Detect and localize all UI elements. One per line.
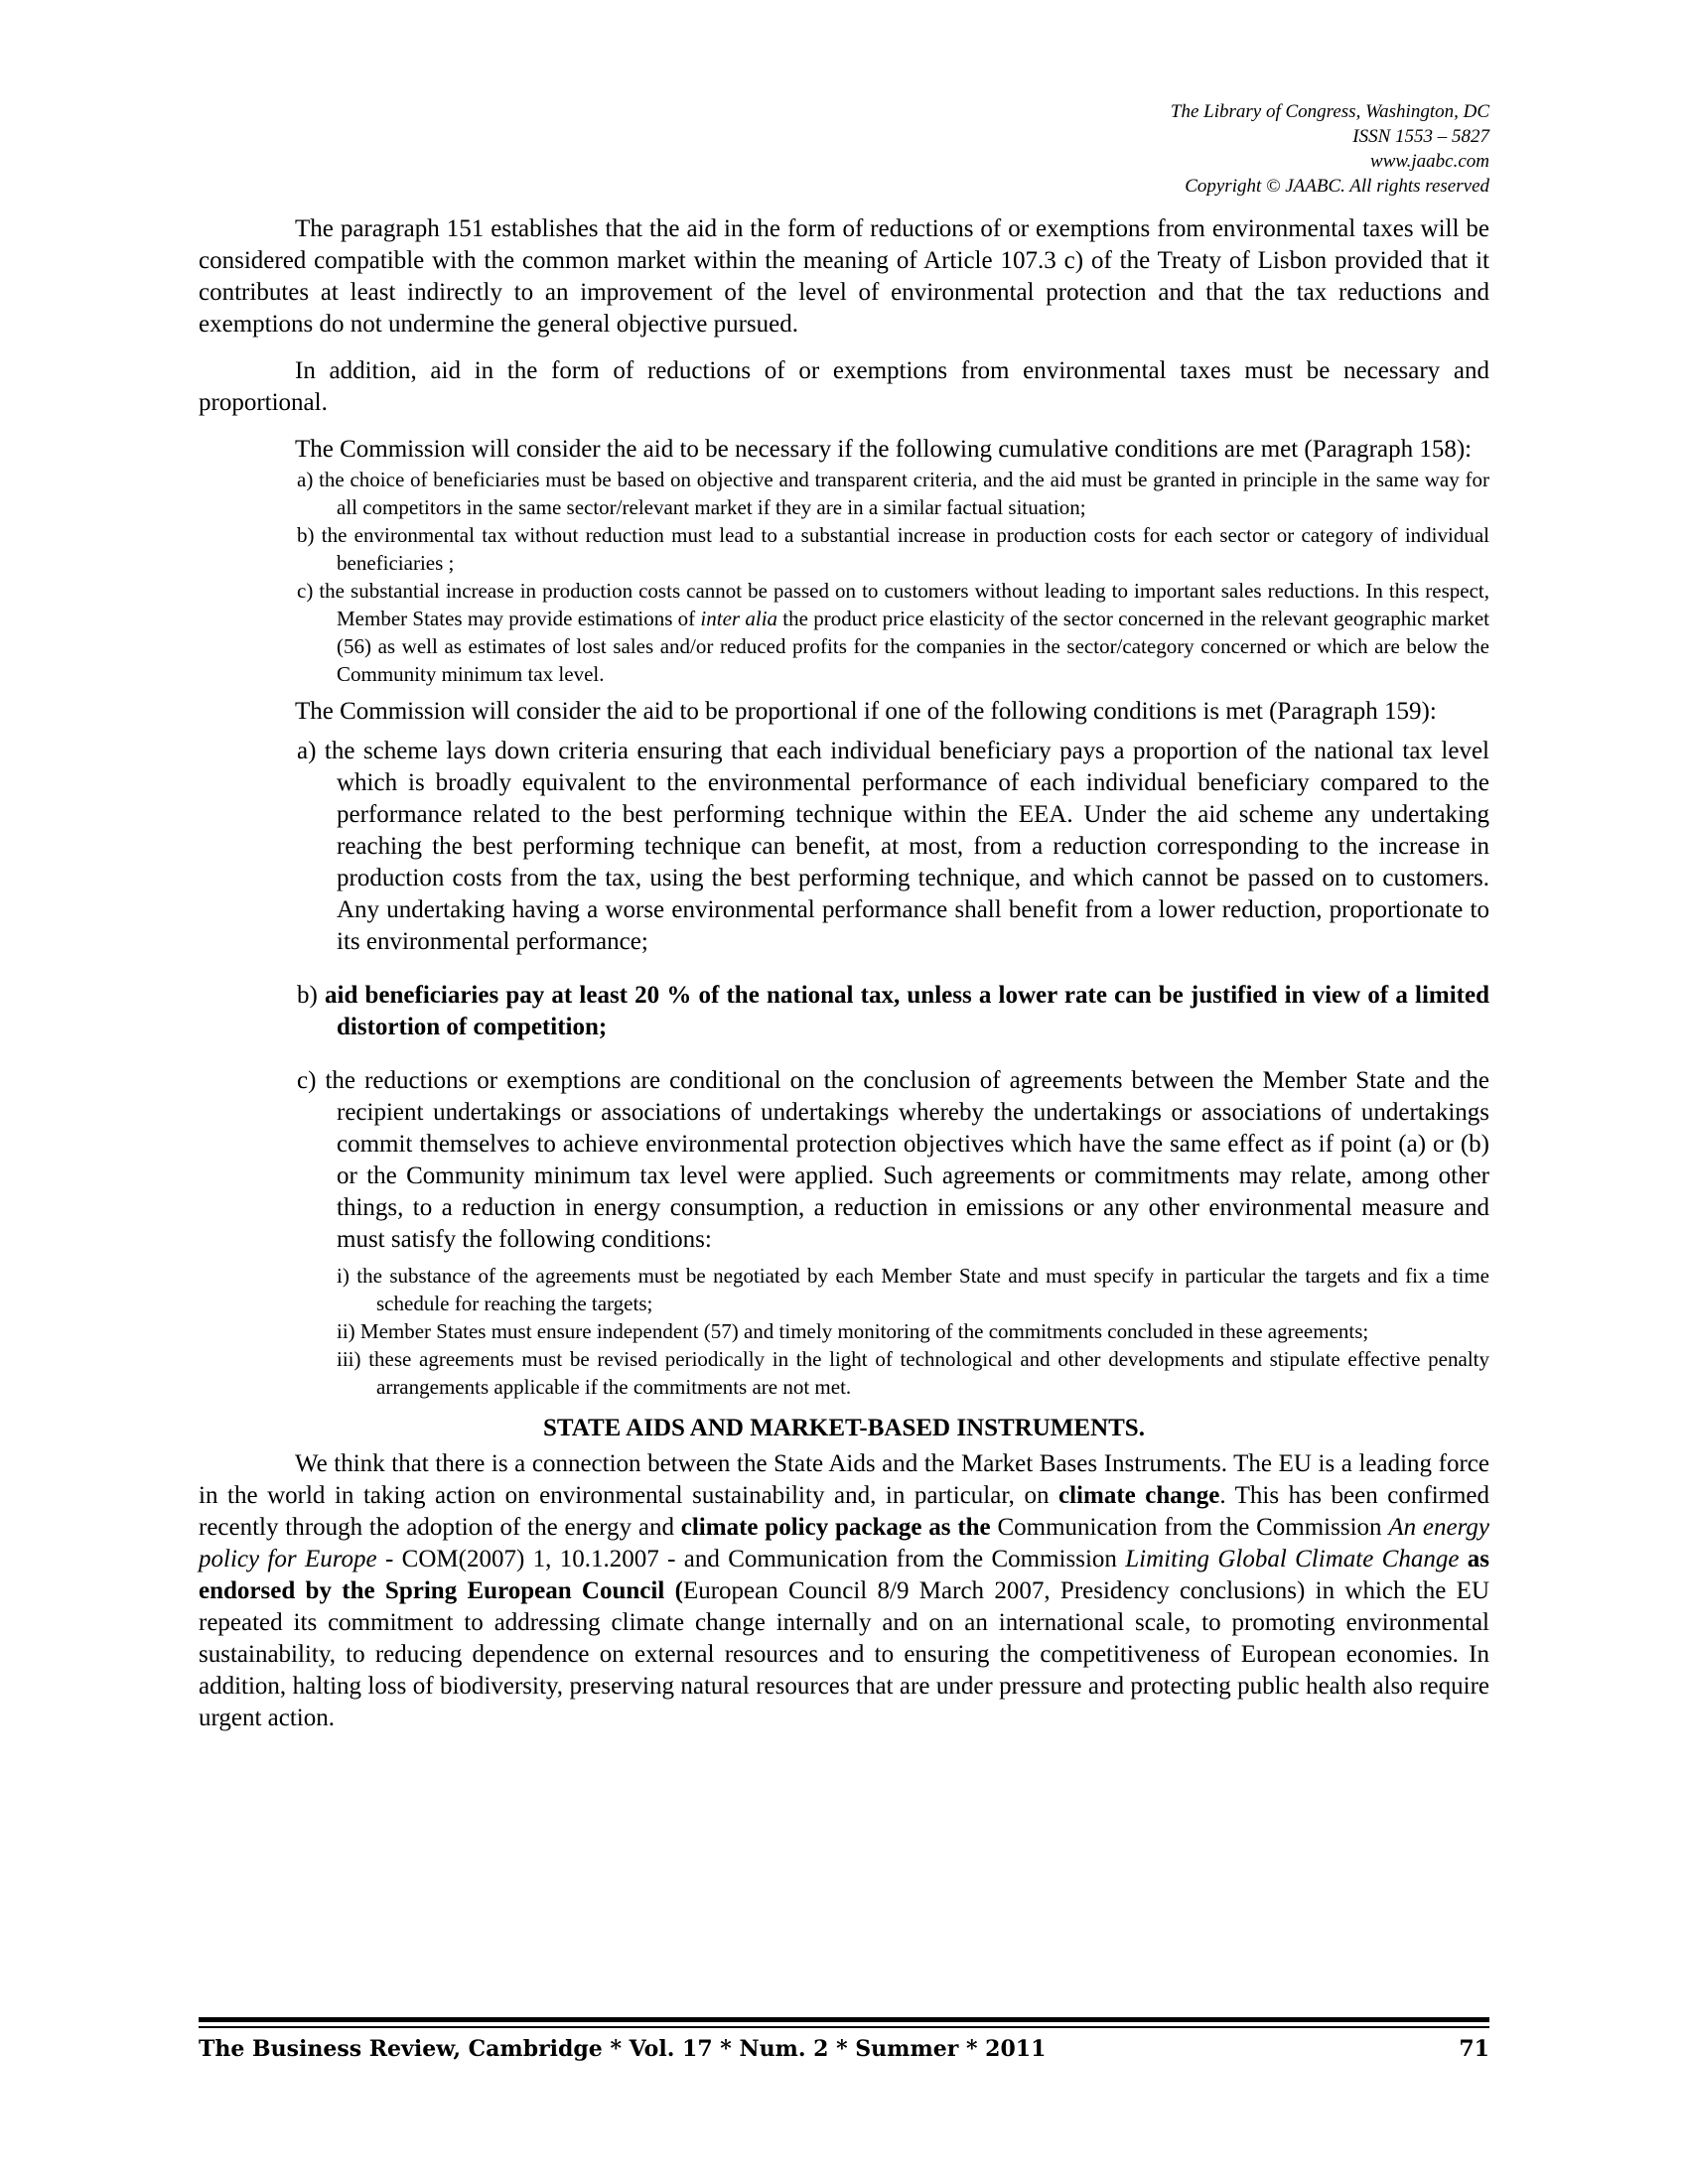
paragraph-necessary-proportional: In addition, aid in the form of reductions of or exemptions from environmental taxes must be necessary and proportional. [199, 357, 1489, 416]
paragraph-151: The paragraph 151 establishes that the aid in the form of reductions of or exemptions from environmental taxes will be considered compatible with the common market within the meaning of Article 107.3 c) of the Treaty of Lisbon provided that it contributes at least indirectly to an improvement of the level of environmental protection and that the tax reductions and exemptions do not undermine the general objective pursued. [199, 215, 1489, 338]
text-run: We think that there is a connection between the State Aids and the Market Bases Instruments. The EU is a leading force in the world in taking action on environmental sustainability and, in particular, on [199, 1450, 1489, 1509]
page-number: 71 [1459, 2036, 1489, 2062]
footer-rule [199, 2017, 1489, 2022]
necessary-conditions-list [199, 466, 1489, 688]
list-item-text: c) the substantial increase in production costs cannot be passed on to customers without leading to important sales reductions. In this respect, Member States may provide estimations of [297, 579, 1489, 630]
header-library: The Library of Congress, Washington, DC [1170, 101, 1489, 122]
text-run [1459, 1546, 1467, 1572]
header-website: www.jaabc.com [1370, 151, 1489, 172]
paragraph-158-intro: The Commission will consider the aid to be necessary if the following cumulative conditions are met (Paragraph 158): [295, 436, 1473, 463]
list-item-text: the product price elasticity of the sector concerned in the relevant geographic market (56) as well as estimates of lost sales and/or reduced profits for the companies in the sector/category concerned or which are below the Community minimum tax level. [337, 607, 1489, 686]
header-copyright: Copyright © JAABC. All rights reserved [1185, 176, 1489, 197]
list-item-label: b) [297, 982, 325, 1009]
italic-run: Limiting Global Climate Change [1125, 1546, 1460, 1572]
header-issn: ISSN 1553 – 5827 [1352, 126, 1489, 147]
text-run: - COM(2007) 1, 10.1.2007 - and Communication from the Commission [376, 1546, 1126, 1572]
paragraph-market-instruments [199, 1448, 1489, 1734]
list-item: c) the reductions or exemptions are conditional on the conclusion of agreements between the Member State and the recipient undertakings or associations of undertakings whereby the undertakings or associations of undertakings commit themselves to achieve environmental protection objectives which have the same effect as if point (a) or (b) or the Community minimum tax level were applied. Such agreements or commitments may relate, among other things, to a reduction in energy consumption, a reduction in emissions or any other environmental measure and must satisfy the following conditions: [297, 1067, 1489, 1253]
list-item [297, 980, 1490, 1043]
list-item: b) the environmental tax without reduction must lead to a substantial increase in production costs for each sector or category of individual beneficiaries ; [297, 523, 1489, 575]
text-run: Communication from the Commission [990, 1514, 1389, 1541]
emphasis-inter-alia: inter alia [700, 607, 778, 630]
footer-rule-thin [199, 2026, 1489, 2028]
list-item: ii) Member States must ensure independent (57) and timely monitoring of the commitments concluded in these agreements; [337, 1319, 1369, 1343]
list-item: a) the choice of beneficiaries must be based on objective and transparent criteria, and the aid must be granted in principle in the same way for all competitors in the same sector/relevant market if they are in a similar factual situation; [297, 468, 1489, 519]
text-run: . This has been confirmed recently through the adoption of the energy and [199, 1482, 1490, 1541]
footer-journal-info: The Business Review, Cambridge * Vol. 17 * Num. 2 * Summer * 2011 [199, 2036, 1047, 2062]
agreement-conditions-list [199, 1262, 1489, 1401]
bold-run: climate change [1058, 1482, 1220, 1509]
bold-run: as endorsed by the Spring European Council ( [199, 1546, 1490, 1604]
proportional-conditions-list [199, 736, 1489, 1256]
article-body [199, 213, 1489, 1734]
list-item: iii) these agreements must be revised periodically in the light of technological and other developments and stipulate effective penalty arrangements applicable if the commitments are not met. [337, 1347, 1489, 1399]
list-item [297, 577, 1489, 688]
list-item: a) the scheme lays down criteria ensuring that each individual beneficiary pays a proportion of the national tax level which is broadly equivalent to the environmental performance of each individual beneficiary compared to the performance related to the best performing technique within the EEA. Under the aid scheme any undertaking reaching the best performing technique can benefit, at most, from a reduction corresponding to the increase in production costs from the tax, using the best performing technique, and which cannot be passed on to customers. Any undertaking having a worse environmental performance shall benefit from a lower reduction, proportionate to its environmental performance; [297, 738, 1489, 955]
list-item: i) the substance of the agreements must be negotiated by each Member State and must specify in particular the targets and fix a time schedule for reaching the targets; [337, 1264, 1489, 1315]
list-item-bold-text: aid beneficiaries pay at least 20 % of the national tax, unless a lower rate can be justified in view of a limited distortion of competition; [325, 982, 1490, 1040]
text-run: European Council 8/9 March 2007, Presidency conclusions) in which the EU repeated its commitment to addressing climate change internally and on an international scale, to promoting environmental sustainability, to reducing dependence on external resources and to ensuring the competitiveness of European economies. In addition, halting loss of biodiversity, preserving natural resources that are under pressure and protecting public health also require urgent action. [199, 1577, 1489, 1731]
section-heading: STATE AIDS AND MARKET-BASED INSTRUMENTS. [543, 1415, 1145, 1441]
paragraph-159-intro: The Commission will consider the aid to be proportional if one of the following conditions is met (Paragraph 159): [295, 698, 1437, 725]
italic-run: An energy policy for Europe [199, 1514, 1489, 1572]
running-header [1171, 99, 1489, 199]
bold-run: climate policy package as the [680, 1514, 991, 1541]
